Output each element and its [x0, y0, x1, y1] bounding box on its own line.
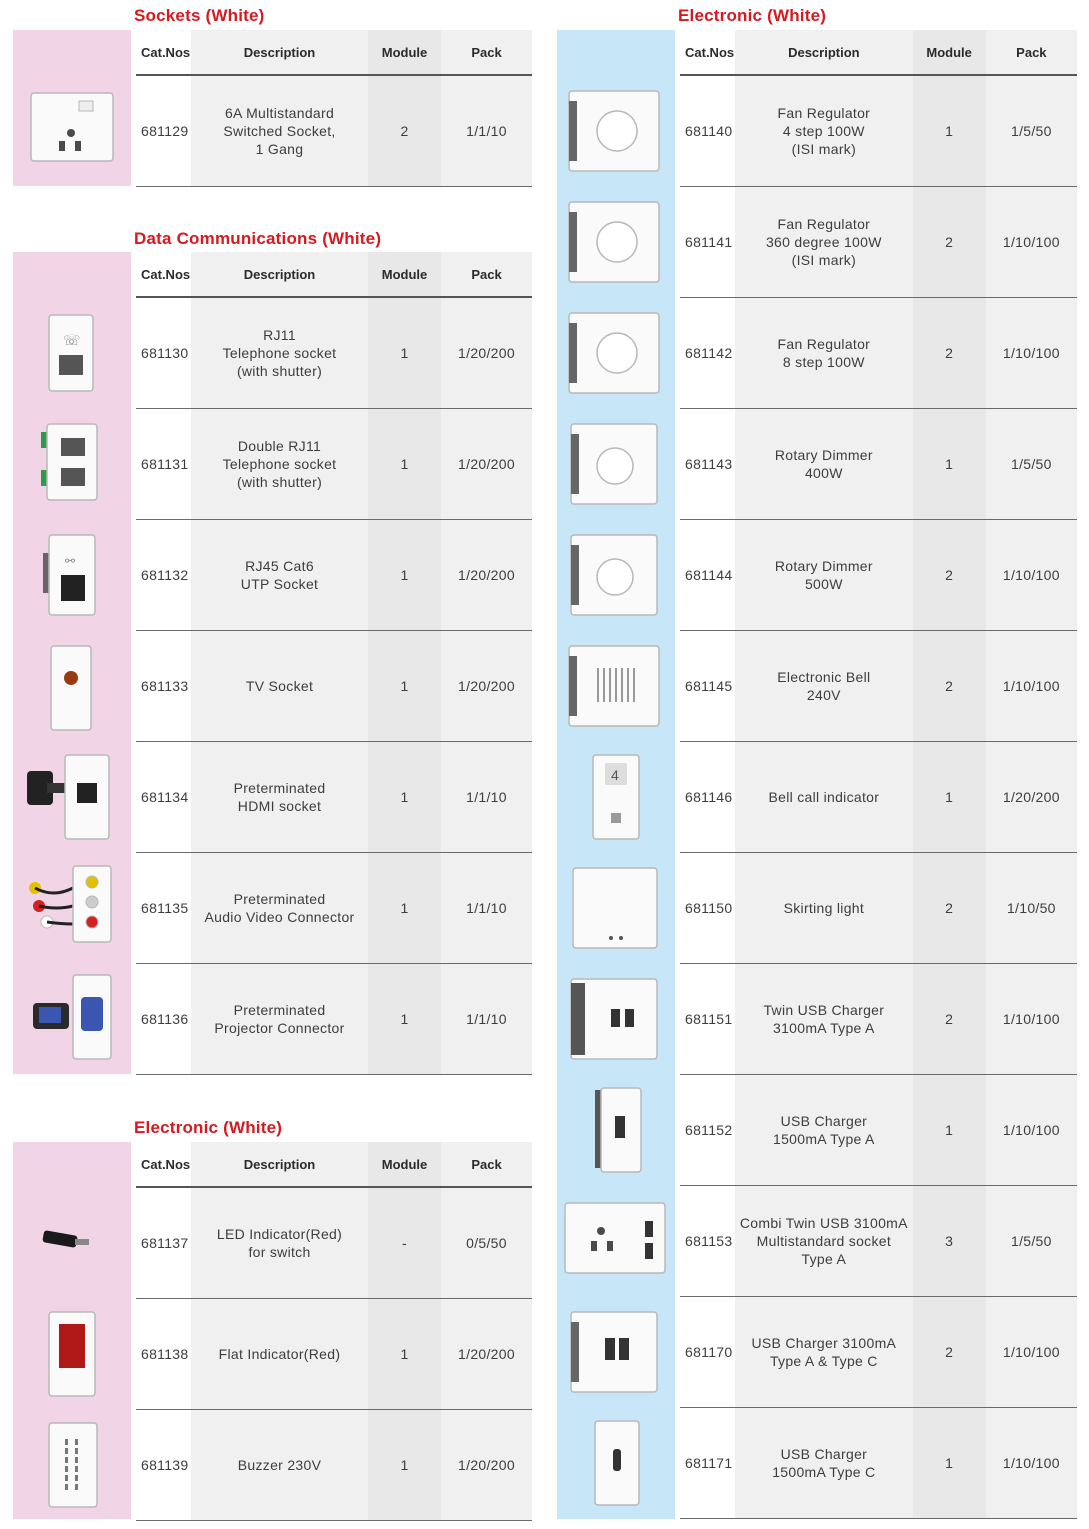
- table-header-row: [136, 30, 532, 75]
- table-row: [136, 520, 532, 631]
- table-row: [680, 298, 1077, 409]
- cell-pack: 1/10/100: [986, 631, 1077, 742]
- cell-desc: 6A Multistandard Switched Socket, 1 Gang: [191, 75, 368, 187]
- cell-desc: Fan Regulator 4 step 100W (ISI mark): [735, 75, 912, 187]
- column-header-pack: Pack: [441, 252, 532, 297]
- cell-cat: 681143: [680, 409, 735, 520]
- table-row: [680, 1297, 1077, 1408]
- table-row: [680, 1408, 1077, 1519]
- tv-socket-icon: [13, 636, 131, 736]
- cell-module: 1: [368, 520, 441, 631]
- cell-cat: 681129: [136, 75, 191, 187]
- cell-cat: 681135: [136, 853, 191, 964]
- cell-cat: 681144: [680, 520, 735, 631]
- table-row: [680, 853, 1077, 964]
- cell-module: 2: [368, 75, 441, 187]
- column-header-pack: Pack: [986, 30, 1077, 75]
- section-title-electronic-left: Electronic (White): [134, 1118, 283, 1137]
- cell-desc: Flat Indicator(Red): [191, 1299, 368, 1410]
- cell-cat: 681142: [680, 298, 735, 409]
- cell-module: 3: [913, 1186, 986, 1297]
- usb-ac-charger-icon: [557, 1302, 675, 1402]
- cell-desc: Fan Regulator 360 degree 100W (ISI mark): [735, 187, 912, 298]
- cell-pack: 1/10/100: [986, 520, 1077, 631]
- cell-desc: Skirting light: [735, 853, 912, 964]
- cell-desc: RJ11 Telephone socket (with shutter): [191, 297, 368, 409]
- cell-cat: 681136: [136, 964, 191, 1075]
- section-title-electronic-right: Electronic (White): [678, 6, 827, 25]
- cell-pack: 1/20/200: [441, 520, 532, 631]
- cell-cat: 681170: [680, 1297, 735, 1408]
- cell-desc: USB Charger 3100mA Type A & Type C: [735, 1297, 912, 1408]
- column-header-desc: Description: [735, 30, 912, 75]
- cell-desc: Fan Regulator 8 step 100W: [735, 298, 912, 409]
- svg-text:☏: ☏: [63, 332, 81, 348]
- cell-module: 2: [913, 853, 986, 964]
- av-connector-icon: [13, 858, 131, 958]
- cell-desc: Preterminated Projector Connector: [191, 964, 368, 1075]
- cell-module: 1: [913, 409, 986, 520]
- cell-cat: 681171: [680, 1408, 735, 1519]
- sockets-table: [136, 30, 532, 187]
- cell-desc: USB Charger 1500mA Type A: [735, 1075, 912, 1186]
- cell-pack: 1/5/50: [986, 1186, 1077, 1297]
- cell-module: 1: [368, 1299, 441, 1410]
- table-row: [680, 742, 1077, 853]
- electronic-left-table: [136, 1142, 532, 1521]
- table-row: [680, 1186, 1077, 1297]
- rotary-dimmer-icon: [557, 525, 675, 625]
- multistandard-socket-icon: [13, 81, 131, 181]
- cell-desc: Rotary Dimmer 500W: [735, 520, 912, 631]
- column-header-module: Module: [913, 30, 986, 75]
- column-header-module: Module: [368, 1142, 441, 1187]
- svg-text:4: 4: [611, 767, 619, 783]
- cell-cat: 681131: [136, 409, 191, 520]
- table-row: [136, 297, 532, 409]
- cell-cat: 681150: [680, 853, 735, 964]
- cell-module: 1: [913, 742, 986, 853]
- column-header-desc: Description: [191, 30, 368, 75]
- led-indicator-icon: [13, 1193, 131, 1293]
- cell-cat: 681138: [136, 1299, 191, 1410]
- rotary-dimmer-icon: [557, 414, 675, 514]
- cell-module: 1: [368, 1410, 441, 1521]
- twin-usb-charger-icon: [557, 969, 675, 1069]
- column-header-desc: Description: [191, 1142, 368, 1187]
- cell-pack: 1/1/10: [441, 742, 532, 853]
- usb-charger-icon: [557, 1080, 675, 1180]
- cell-pack: 1/10/100: [986, 187, 1077, 298]
- projector-connector-icon: [13, 969, 131, 1069]
- cell-cat: 681134: [136, 742, 191, 853]
- table-row: [136, 631, 532, 742]
- table-row: [136, 1410, 532, 1521]
- cell-pack: 1/20/200: [441, 631, 532, 742]
- cell-pack: 1/20/200: [441, 297, 532, 409]
- cell-module: 1: [913, 75, 986, 187]
- svg-text:⚯: ⚯: [65, 554, 76, 568]
- cell-desc: Electronic Bell 240V: [735, 631, 912, 742]
- table-header-row: [136, 252, 532, 297]
- column-header-module: Module: [368, 252, 441, 297]
- data-communications-table: [136, 252, 532, 1075]
- table-row: [136, 964, 532, 1075]
- double-telephone-socket-icon: [13, 414, 131, 514]
- table-row: [680, 520, 1077, 631]
- cell-desc: Double RJ11 Telephone socket (with shutter): [191, 409, 368, 520]
- skirting-light-icon: [557, 858, 675, 958]
- cell-pack: 1/1/10: [441, 75, 532, 187]
- hdmi-socket-icon: [13, 747, 131, 847]
- cell-cat: 681130: [136, 297, 191, 409]
- cell-module: 2: [913, 1297, 986, 1408]
- cell-desc: USB Charger 1500mA Type C: [735, 1408, 912, 1519]
- table-row: [680, 75, 1077, 187]
- column-header-module: Module: [368, 30, 441, 75]
- cell-desc: Combi Twin USB 3100mA Multistandard socket Type A: [735, 1186, 912, 1297]
- cell-pack: 1/20/200: [441, 409, 532, 520]
- table-row: [136, 75, 532, 187]
- cell-module: 1: [368, 964, 441, 1075]
- cell-cat: 681141: [680, 187, 735, 298]
- cell-pack: 1/10/50: [986, 853, 1077, 964]
- cell-cat: 681137: [136, 1187, 191, 1299]
- cell-desc: Twin USB Charger 3100mA Type A: [735, 964, 912, 1075]
- cell-desc: RJ45 Cat6 UTP Socket: [191, 520, 368, 631]
- cell-desc: Buzzer 230V: [191, 1410, 368, 1521]
- cell-desc: Rotary Dimmer 400W: [735, 409, 912, 520]
- table-row: [680, 409, 1077, 520]
- cell-module: 1: [368, 297, 441, 409]
- fan-regulator-icon: [557, 192, 675, 292]
- cell-desc: LED Indicator(Red) for switch: [191, 1187, 368, 1299]
- column-header-desc: Description: [191, 252, 368, 297]
- cell-cat: 681151: [680, 964, 735, 1075]
- cell-desc: Preterminated Audio Video Connector: [191, 853, 368, 964]
- table-header-row: [680, 30, 1077, 75]
- table-row: [136, 1299, 532, 1410]
- cell-pack: 1/10/100: [986, 298, 1077, 409]
- rj45-socket-icon: [13, 525, 131, 625]
- fan-regulator-icon: [557, 303, 675, 403]
- cell-module: 2: [913, 520, 986, 631]
- cell-module: 1: [913, 1075, 986, 1186]
- cell-pack: 1/1/10: [441, 853, 532, 964]
- table-row: [680, 187, 1077, 298]
- fan-regulator-icon: [557, 81, 675, 181]
- table-row: [136, 1187, 532, 1299]
- table-row: [136, 409, 532, 520]
- cell-pack: 1/20/200: [986, 742, 1077, 853]
- column-header-cat: Cat.Nos: [136, 1142, 191, 1187]
- cell-cat: 681133: [136, 631, 191, 742]
- cell-desc: Preterminated HDMI socket: [191, 742, 368, 853]
- table-row: [680, 964, 1077, 1075]
- column-header-pack: Pack: [441, 1142, 532, 1187]
- cell-module: -: [368, 1187, 441, 1299]
- table-row: [680, 1075, 1077, 1186]
- cell-module: 2: [913, 187, 986, 298]
- buzzer-icon: [13, 1415, 131, 1515]
- cell-cat: 681152: [680, 1075, 735, 1186]
- bell-call-indicator-icon: [557, 747, 675, 847]
- telephone-socket-icon: [13, 303, 131, 403]
- cell-module: 1: [913, 1408, 986, 1519]
- cell-pack: 1/20/200: [441, 1299, 532, 1410]
- cell-pack: 1/10/100: [986, 1297, 1077, 1408]
- cell-cat: 681139: [136, 1410, 191, 1521]
- cell-module: 2: [913, 964, 986, 1075]
- cell-pack: 1/5/50: [986, 75, 1077, 187]
- column-header-cat: Cat.Nos: [136, 30, 191, 75]
- electronic-right-table: [680, 30, 1077, 1519]
- cell-pack: 1/10/100: [986, 1075, 1077, 1186]
- cell-cat: 681145: [680, 631, 735, 742]
- cell-module: 1: [368, 742, 441, 853]
- table-row: [136, 742, 532, 853]
- cell-desc: Bell call indicator: [735, 742, 912, 853]
- flat-indicator-icon: [13, 1304, 131, 1404]
- usb-c-charger-icon: [557, 1413, 675, 1513]
- cell-cat: 681132: [136, 520, 191, 631]
- combi-usb-socket-icon: [557, 1191, 675, 1291]
- cell-pack: 1/5/50: [986, 409, 1077, 520]
- cell-module: 2: [913, 298, 986, 409]
- table-header-row: [136, 1142, 532, 1187]
- column-header-cat: Cat.Nos: [680, 30, 735, 75]
- column-header-pack: Pack: [441, 30, 532, 75]
- cell-pack: 0/5/50: [441, 1187, 532, 1299]
- column-header-cat: Cat.Nos: [136, 252, 191, 297]
- table-row: [680, 631, 1077, 742]
- cell-desc: TV Socket: [191, 631, 368, 742]
- section-title-data-communications: Data Communications (White): [134, 229, 382, 248]
- cell-module: 1: [368, 631, 441, 742]
- cell-pack: 1/1/10: [441, 964, 532, 1075]
- table-row: [136, 853, 532, 964]
- cell-pack: 1/20/200: [441, 1410, 532, 1521]
- cell-module: 2: [913, 631, 986, 742]
- cell-cat: 681140: [680, 75, 735, 187]
- cell-cat: 681153: [680, 1186, 735, 1297]
- cell-module: 1: [368, 853, 441, 964]
- cell-pack: 1/10/100: [986, 964, 1077, 1075]
- cell-cat: 681146: [680, 742, 735, 853]
- cell-module: 1: [368, 409, 441, 520]
- electronic-bell-icon: [557, 636, 675, 736]
- cell-pack: 1/10/100: [986, 1408, 1077, 1519]
- section-title-sockets: Sockets (White): [134, 6, 265, 25]
